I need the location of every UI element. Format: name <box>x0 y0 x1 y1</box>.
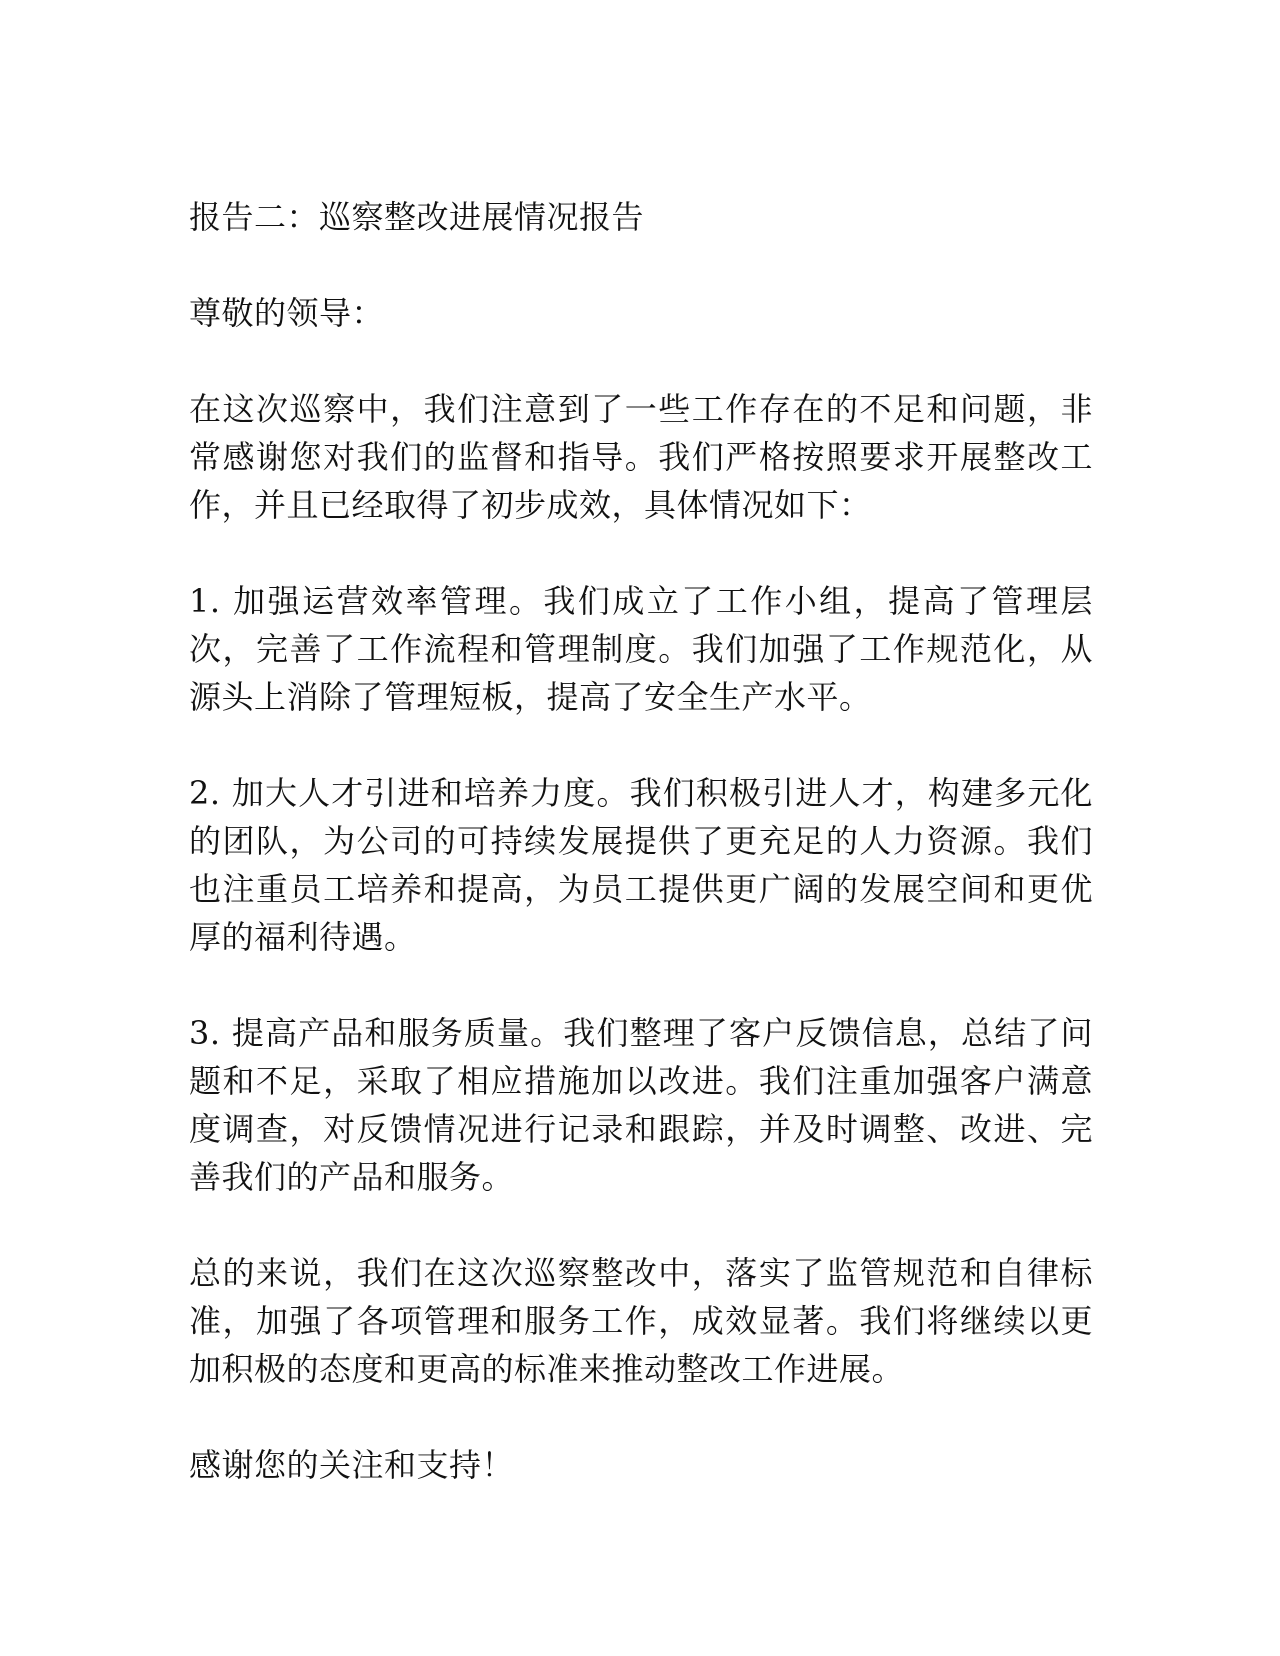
list-item: 3. 提高产品和服务质量。我们整理了客户反馈信息，总结了问题和不足，采取了相应措施加以改进。我们注重加强客户满意度调查，对反馈情况进行记录和跟踪，并及时调整、改进、完善我们的产品和服务。 <box>189 1014 1093 1196</box>
list-item: 2. 加大人才引进和培养力度。我们积极引进人才，构建多元化的团队，为公司的可持续发展提供了更充足的人力资源。我们也注重员工培养和提高，为员工提供更广阔的发展空间和更优厚的福利待遇。 <box>189 774 1093 956</box>
salutation: 尊敬的领导： <box>189 294 385 332</box>
list-item: 1. 加强运营效率管理。我们成立了工作小组，提高了管理层次，完善了工作流程和管理制度。我们加强了工作规范化，从源头上消除了管理短板，提高了安全生产水平。 <box>189 582 1093 716</box>
summary-paragraph: 总的来说，我们在这次巡察整改中，落实了监管规范和自律标准，加强了各项管理和服务工作，成效显著。我们将继续以更加积极的态度和更高的标准来推动整改工作进展。 <box>189 1254 1093 1388</box>
intro-paragraph: 在这次巡察中，我们注意到了一些工作存在的不足和问题，非常感谢您对我们的监督和指导。我们严格按照要求开展整改工作，并且已经取得了初步成效，具体情况如下： <box>189 390 1093 524</box>
document-title: 报告二：巡察整改进展情况报告 <box>189 198 645 236</box>
document-body <box>189 193 1093 1489</box>
closing-line: 感谢您的关注和支持！ <box>189 1446 515 1484</box>
